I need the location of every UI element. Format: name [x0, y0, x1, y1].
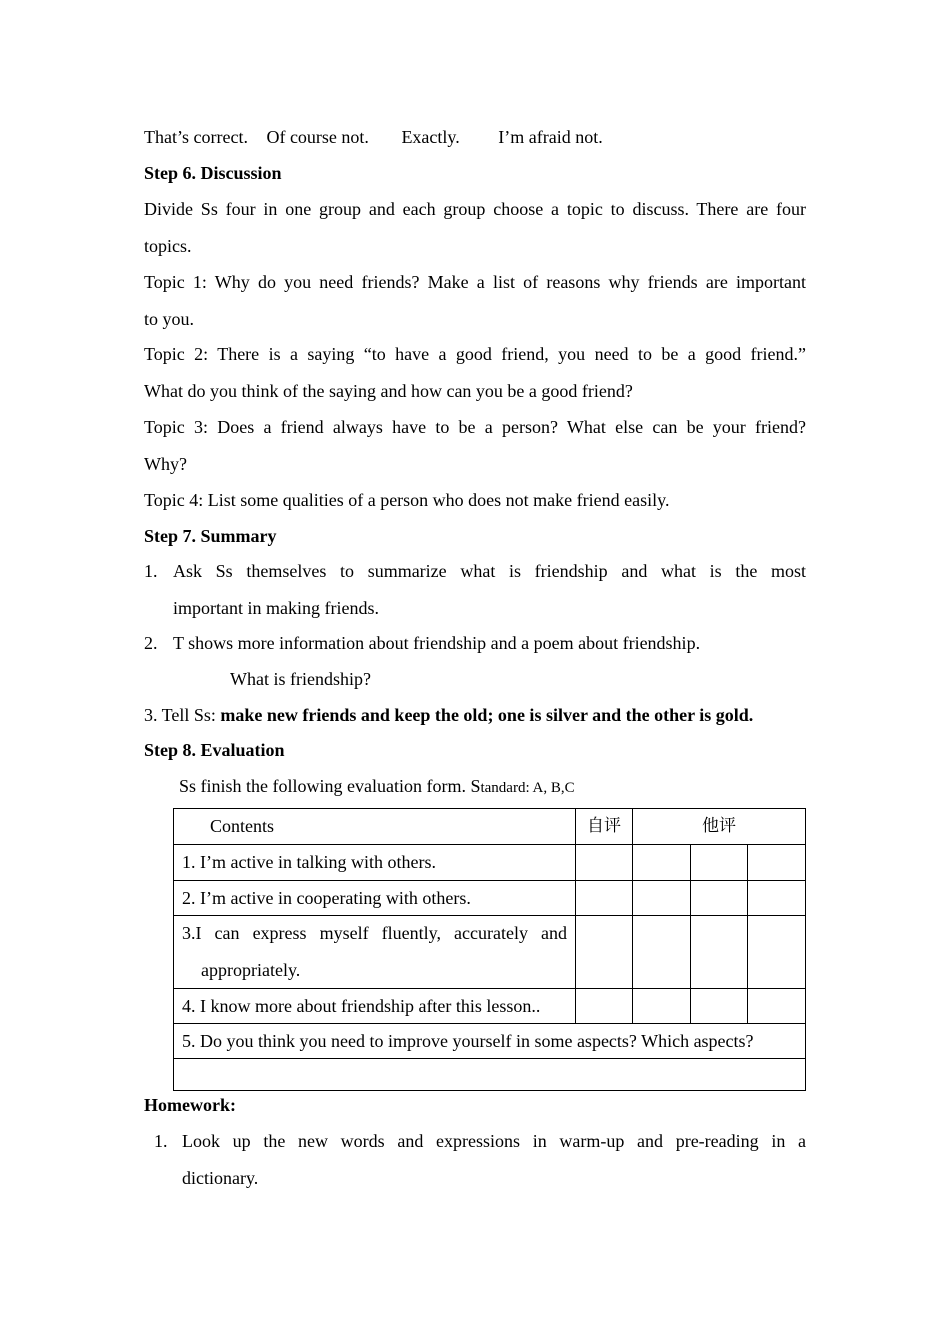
table-row — [174, 916, 806, 989]
table-header-row — [174, 809, 806, 845]
step6-intro-line1: Divide Ss four in one group and each group choose a topic to discuss. There are four — [144, 199, 806, 219]
row3-text-line1: 3.I can express myself fluently, accurately and — [182, 923, 567, 943]
topic3-line2: Why? — [144, 454, 187, 474]
step6-heading: Step 6. Discussion — [144, 163, 282, 183]
rating-cell[interactable] — [748, 989, 806, 1024]
step7-item3 — [144, 704, 753, 726]
homework-heading: Homework: — [144, 1095, 236, 1115]
table-row — [174, 1024, 806, 1059]
step7-item3-motto: make new friends and keep the old; one is silver and the other is gold. — [220, 705, 754, 725]
step8-intro-standard: tandard: A, B,C — [480, 780, 575, 796]
answer-option: I’m afraid not. — [498, 127, 603, 147]
table-row-content — [174, 881, 576, 916]
answer-cell[interactable] — [174, 1059, 806, 1091]
rating-cell[interactable] — [691, 845, 748, 881]
table-row — [174, 881, 806, 916]
step7-item1-number: 1. — [144, 561, 158, 581]
poem-title: What is friendship? — [230, 669, 371, 689]
step7-item1-line1: Ask Ss themselves to summarize what is friendship and what is the most — [173, 561, 806, 581]
step6-intro-line2: topics. — [144, 236, 192, 256]
rating-cell[interactable] — [748, 845, 806, 881]
topic3-line1: Topic 3: Does a friend always have to be a person? What else can be your friend? — [144, 417, 806, 437]
topic4: Topic 4: List some qualities of a person who does not make friend easily. — [144, 490, 670, 510]
header-self-eval: 自评 — [587, 816, 621, 836]
answer-option: That’s correct. — [144, 127, 248, 147]
table-row — [174, 845, 806, 881]
step8-intro-main: Ss finish the following evaluation form. S — [179, 776, 481, 796]
header-contents: Contents — [210, 816, 275, 836]
table-row-content — [174, 1024, 806, 1059]
header-peer-eval: 他评 — [702, 816, 736, 836]
rating-cell[interactable] — [633, 881, 691, 916]
rating-cell[interactable] — [691, 881, 748, 916]
step7-heading: Step 7. Summary — [144, 526, 277, 546]
rating-cell[interactable] — [633, 845, 691, 881]
rating-cell[interactable] — [633, 916, 691, 989]
rating-cell[interactable] — [576, 881, 633, 916]
homework-item1-number: 1. — [154, 1131, 168, 1151]
step7-item3-prefix: 3. Tell Ss: — [144, 705, 221, 725]
row4-text: 4. I know more about friendship after this lesson.. — [182, 996, 541, 1016]
rating-cell[interactable] — [748, 881, 806, 916]
answer-options — [144, 126, 603, 148]
homework-item1-line2: dictionary. — [182, 1168, 259, 1188]
evaluation-table — [173, 808, 806, 1091]
row2-text: 2. I’m active in cooperating with others. — [182, 888, 471, 908]
answer-option: Exactly. — [401, 127, 460, 147]
step7-item1-line2: important in making friends. — [173, 598, 379, 618]
rating-cell[interactable] — [691, 916, 748, 989]
rating-cell[interactable] — [633, 989, 691, 1024]
rating-cell[interactable] — [576, 989, 633, 1024]
rating-cell[interactable] — [576, 845, 633, 881]
table-row-content — [174, 916, 576, 989]
row1-text: 1. I’m active in talking with others. — [182, 852, 436, 872]
topic1-line2: to you. — [144, 309, 195, 329]
topic2-line1: Topic 2: There is a saying “to have a good friend, you need to be a good friend.” — [144, 344, 806, 364]
rating-cell[interactable] — [576, 916, 633, 989]
topic2-line2: What do you think of the saying and how can you be a good friend? — [144, 381, 633, 401]
step7-item2: T shows more information about friendship and a poem about friendship. — [173, 633, 701, 653]
step8-heading: Step 8. Evaluation — [144, 740, 285, 760]
table-row — [174, 989, 806, 1024]
homework-item1-line1: Look up the new words and expressions in warm-up and pre-reading in a — [182, 1131, 806, 1151]
table-row-answer — [174, 1059, 806, 1091]
table-row-content — [174, 989, 576, 1024]
row5-text: 5. Do you think you need to improve yourself in some aspects? Which aspects? — [182, 1031, 754, 1051]
rating-cell[interactable] — [748, 916, 806, 989]
row3-text-line2: appropriately. — [201, 960, 301, 980]
step8-intro — [179, 775, 575, 799]
topic1-line1: Topic 1: Why do you need friends? Make a list of reasons why friends are important — [144, 272, 806, 292]
header-self-cell — [576, 809, 633, 845]
answer-option: Of course not. — [266, 127, 369, 147]
header-others-cell — [633, 809, 806, 845]
rating-cell[interactable] — [691, 989, 748, 1024]
step7-item2-number: 2. — [144, 633, 158, 653]
header-contents-cell — [174, 809, 576, 845]
table-row-content — [174, 845, 576, 881]
